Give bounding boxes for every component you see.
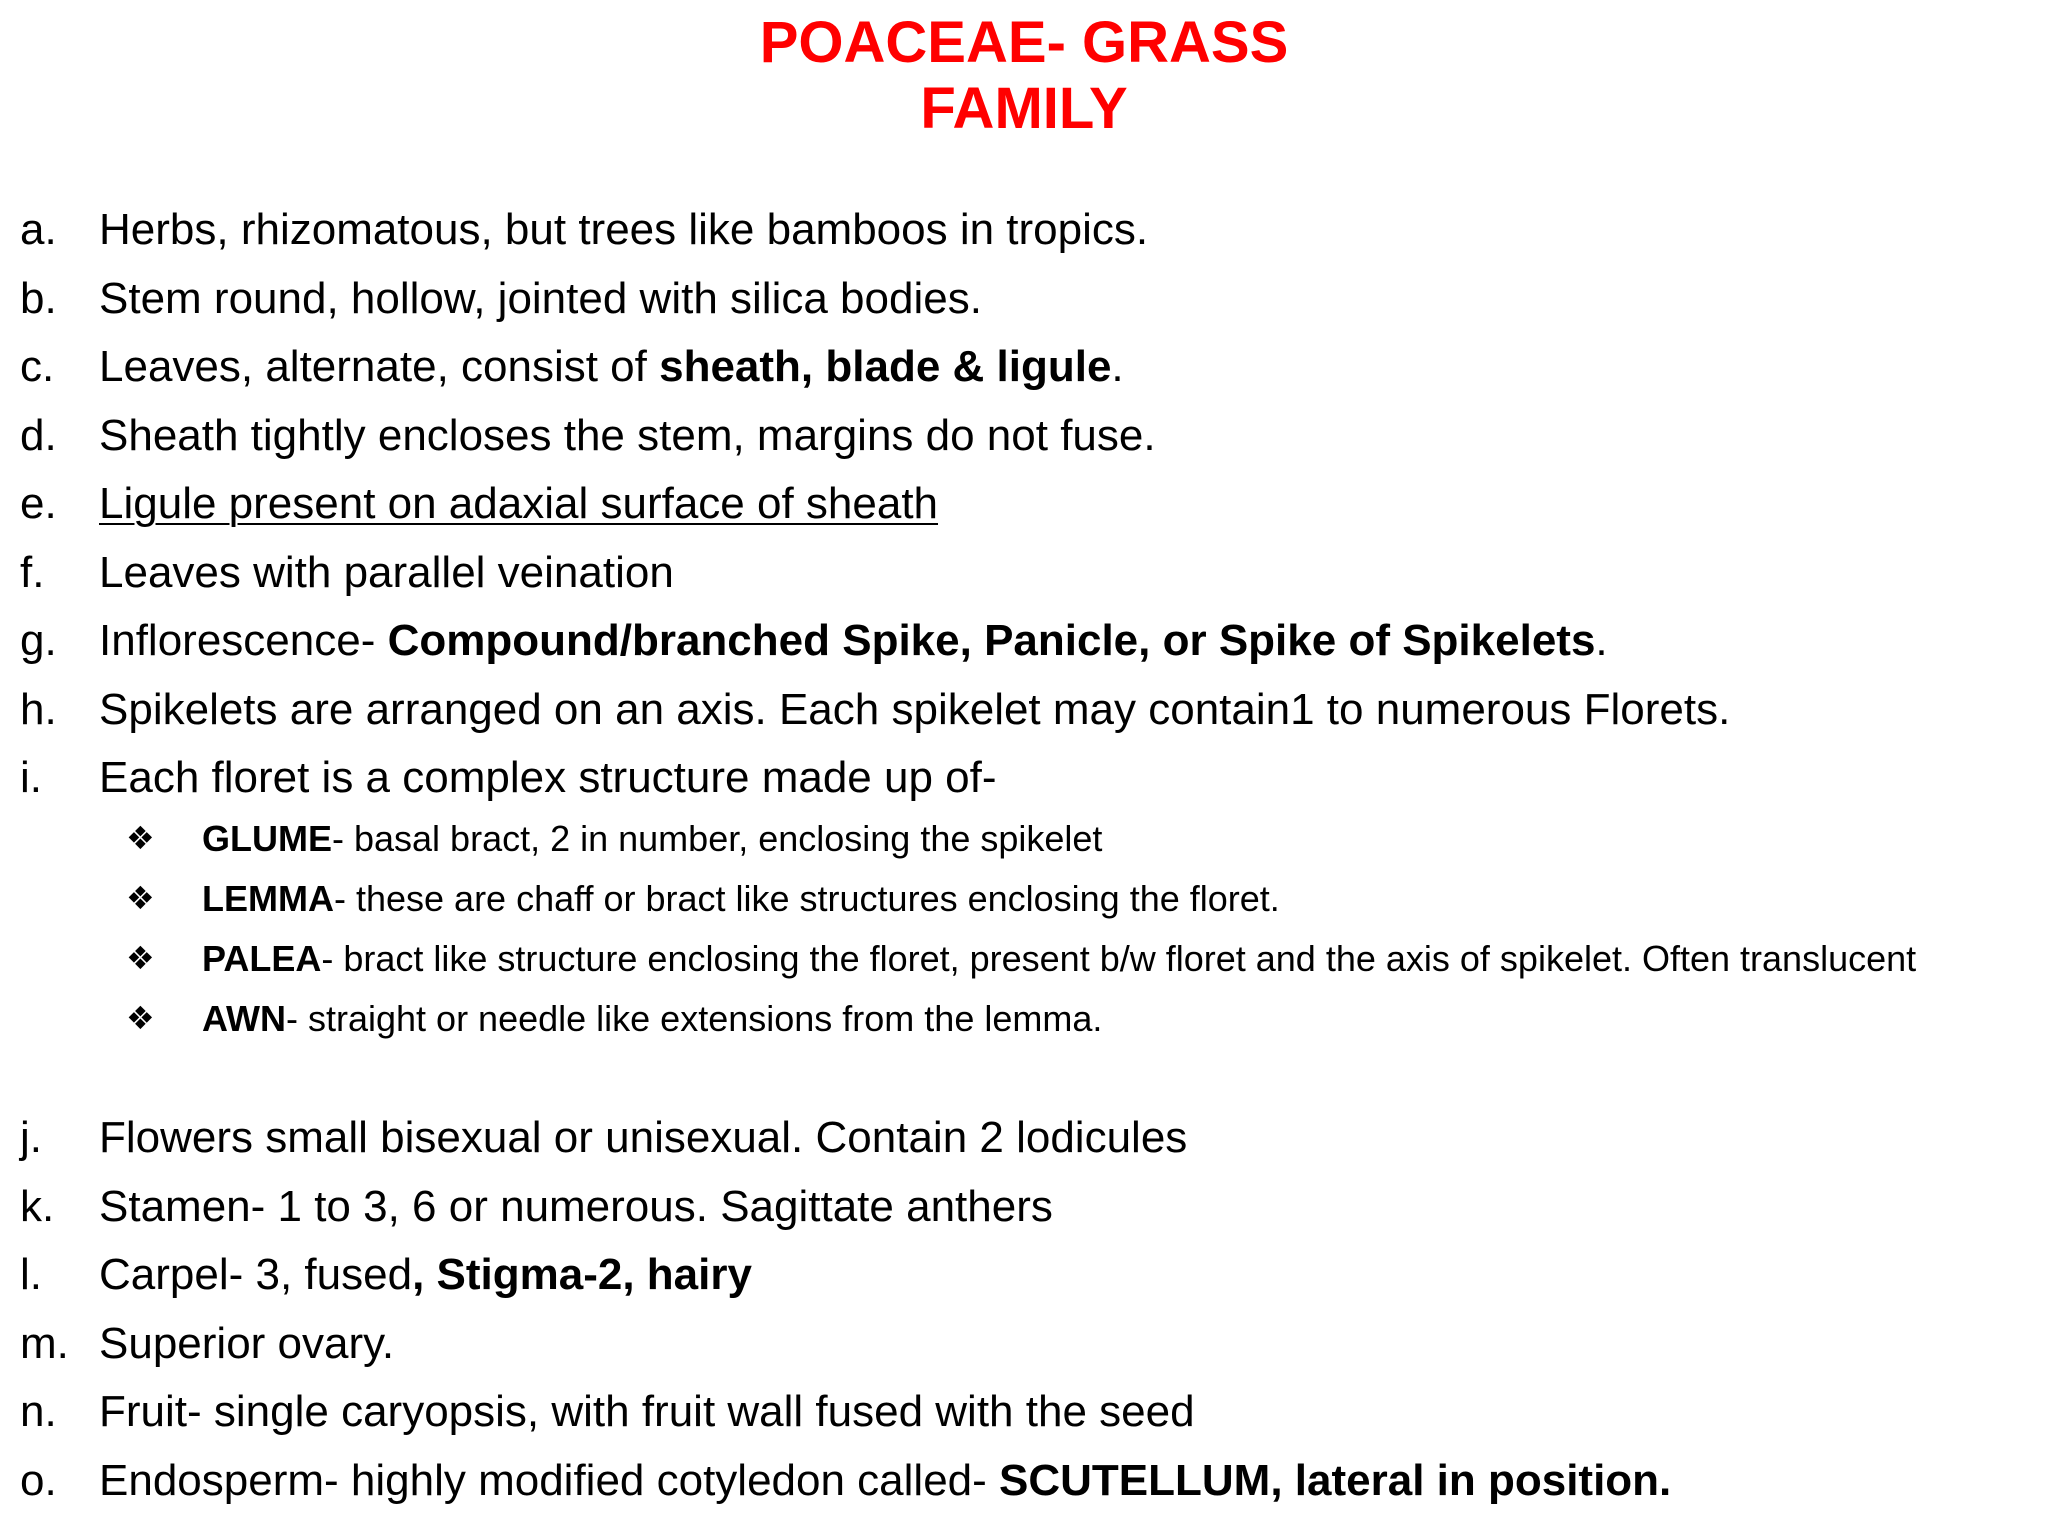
- list-item-h: [20, 676, 2020, 745]
- list-item-e: [20, 470, 2020, 539]
- item-text: Sheath tightly encloses the stem, margins do not fuse.: [99, 410, 1156, 460]
- item-marker: o.: [20, 1455, 57, 1505]
- diamond-bullet-icon: ❖: [126, 820, 155, 856]
- item-marker: e.: [20, 479, 57, 528]
- floret-part-term: GLUME: [202, 818, 332, 859]
- item-marker: h.: [20, 684, 57, 734]
- item-text: Flowers small bisexual or unisexual. Contain 2 lodicules: [99, 1113, 1188, 1162]
- item-text-pre: Leaves, alternate, consist of: [99, 342, 660, 391]
- item-text-post: .: [1595, 616, 1608, 665]
- list-item-m: [20, 1310, 2020, 1379]
- item-marker: d.: [20, 410, 57, 460]
- item-marker: i.: [20, 753, 42, 802]
- title-line-2: FAMILY: [920, 76, 1128, 141]
- floret-part-term: PALEA: [202, 938, 322, 979]
- floret-part-desc: - these are chaff or bract like structures enclosing the floret.: [333, 878, 1280, 919]
- item-text-underlined: Ligule present on adaxial surface of sheath: [99, 479, 939, 528]
- item-text: Stamen- 1 to 3, 6 or numerous. Sagittate anthers: [99, 1181, 1053, 1231]
- item-text-post: .: [1111, 342, 1124, 391]
- item-marker: m.: [20, 1318, 69, 1368]
- item-text-bold: SCUTELLUM, lateral in position.: [999, 1455, 1672, 1505]
- item-text: Fruit- single caryopsis, with fruit wall fused with the seed: [99, 1387, 1195, 1436]
- floret-part-lemma: [20, 874, 2020, 923]
- floret-part-desc: - basal bract, 2 in number, enclosing the spikelet: [332, 818, 1103, 859]
- list-item-i: [20, 744, 2020, 813]
- item-marker: n.: [20, 1387, 57, 1436]
- diamond-bullet-icon: ❖: [126, 880, 155, 916]
- list-item-o: [20, 1447, 2020, 1516]
- floret-parts-list: [20, 812, 2020, 1060]
- floret-part-term: LEMMA: [202, 878, 334, 919]
- item-marker: l.: [20, 1250, 42, 1299]
- title-line-1: POACEAE- GRASS: [759, 10, 1289, 75]
- item-text: Spikelets are arranged on an axis. Each spikelet may contain1 to numerous Florets.: [99, 684, 1731, 734]
- item-text: Stem round, hollow, jointed with silica bodies.: [99, 273, 982, 323]
- item-marker: f.: [20, 547, 45, 597]
- item-text: Superior ovary.: [99, 1318, 395, 1368]
- diamond-bullet-icon: ❖: [126, 940, 155, 976]
- floret-part-desc: - bract like structure enclosing the floret, present b/w floret and the axis of spikelet. Often translucent: [321, 938, 1917, 979]
- characteristics-list: [20, 196, 2020, 813]
- list-item-d: [20, 402, 2020, 471]
- list-item-c: [20, 333, 2020, 402]
- item-text-pre: Endosperm- highly modified cotyledon called-: [99, 1455, 1000, 1505]
- item-marker: b.: [20, 273, 57, 323]
- list-item-l: [20, 1241, 2020, 1310]
- item-text-bold: sheath, blade & ligule: [659, 342, 1112, 391]
- list-item-f: [20, 539, 2020, 608]
- item-marker: a.: [20, 205, 57, 254]
- floret-part-term: AWN: [202, 998, 286, 1039]
- floret-part-glume: [20, 814, 2020, 863]
- characteristics-list-continued: [20, 1104, 2020, 1515]
- item-text: Leaves with parallel veination: [99, 547, 674, 597]
- item-marker: j.: [20, 1113, 42, 1162]
- floret-part-desc: - straight or needle like extensions from the lemma.: [286, 998, 1103, 1039]
- list-item-a: [20, 196, 2020, 265]
- item-marker: g.: [20, 616, 57, 665]
- slide-title: [0, 10, 2048, 142]
- floret-part-palea: [20, 934, 2020, 983]
- list-item-b: [20, 265, 2020, 334]
- item-text-pre: Carpel- 3, fused: [99, 1250, 413, 1299]
- diamond-bullet-icon: ❖: [126, 1000, 155, 1036]
- item-text-pre: Inflorescence-: [99, 616, 388, 665]
- list-item-n: [20, 1378, 2020, 1447]
- list-item-k: [20, 1173, 2020, 1242]
- item-marker: c.: [20, 342, 55, 391]
- item-text-bold: , Stigma-2, hairy: [412, 1250, 752, 1299]
- list-item-j: [20, 1104, 2020, 1173]
- list-item-g: [20, 607, 2020, 676]
- floret-part-awn: [20, 994, 2020, 1043]
- item-text: Herbs, rhizomatous, but trees like bamboos in tropics.: [99, 205, 1149, 254]
- item-text-bold: Compound/branched Spike, Panicle, or Spike of Spikelets: [387, 616, 1596, 665]
- item-marker: k.: [20, 1181, 55, 1231]
- item-text: Each floret is a complex structure made up of-: [99, 753, 997, 802]
